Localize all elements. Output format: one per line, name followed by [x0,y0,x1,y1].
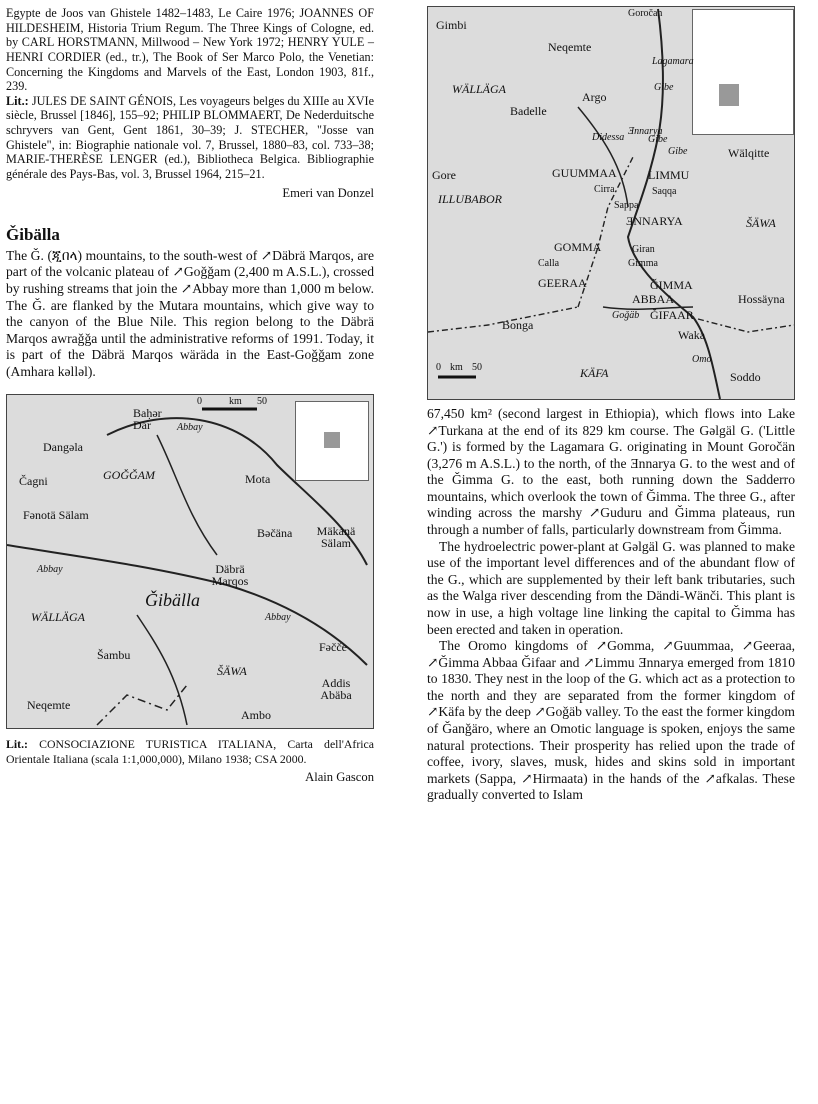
map1-label: Dangəla [43,440,83,455]
map2-label: Gimma [628,258,658,269]
map2-label: ILLUBABOR [438,192,502,206]
map-giballa [6,394,374,729]
gibe-paragraph-2: The hydroelectric power-plant at Gəlgäl G. was planned to make use of the important level differences and of the abundant flow of the G., which are supplemented by their left bank tributaries, such as the Walga river descending from the Dändi-Wänči. This plant is now in use, a high voltage line linking the capital to Ǧimma has been erected and taken in operation. [427,538,795,637]
map1-label: Šambu [97,648,131,663]
signature-2: Alain Gascon [305,770,374,785]
map2-label: Wälqitte [728,146,770,160]
map2-label: Gore [432,168,456,182]
map2-label: Soddo [730,370,761,384]
left-column [6,6,374,786]
map1-label: Baḥər Dar [133,406,162,433]
map2-label: Gibe [648,134,668,145]
map1-label: Abbay [177,422,203,434]
map1-label: Fənotä Sälam [23,508,89,523]
map1-label: Fəčče [319,640,347,655]
map2-label: Goročan [628,8,663,19]
map2-inset [692,9,794,135]
map2-label: 0 [436,362,441,373]
map1-label: Neqemte [27,698,71,713]
map2-label: Ǝnnarya [628,126,663,137]
map1-label: Däbrä Marqos [211,562,249,589]
map2-label: ǦIFAAR [650,308,694,322]
map2-label: ABBAA [632,292,675,306]
map2-label: ŠÄWA [746,216,776,230]
boundary-line [97,685,187,725]
map-gibe [427,6,795,400]
caption-text: CONSOCIAZIONE TURISTICA ITALIANA, Carta dell'Africa Orientale Italiana (scala 1:1,000,000), Milano 1938; CSA 2000. [6,737,374,766]
map2-label: Gimbi [436,18,467,32]
boundary-line [698,319,794,332]
signature-1: Emeri van Donzel [282,185,374,200]
entry-heading: Ǧibälla [6,225,60,245]
map2-label: KÄFA [580,366,609,380]
map2-label: Lagamara [652,56,694,67]
map2-label: Argo [582,90,607,104]
caption-lit-label: Lit.: [6,737,28,752]
map2-label: 50 [472,362,482,373]
map2-label: ǦIMMA [650,278,693,292]
map2-label: Badelle [510,104,547,118]
map2-label: GEERAA [538,276,587,290]
map1-label: Mota [245,472,271,487]
map2-label: LIMMU [648,168,690,182]
lit-label: Lit.: [6,93,29,108]
map1-label: 0 [197,396,202,408]
map1-label: Abbay [37,564,63,576]
map2-label: GOMMA [554,240,602,254]
map1-inset [295,401,369,481]
map1-label: WÄLLÄGA [31,610,85,625]
map1-label: Abbay [265,612,291,624]
top-references: Egypte de Joos van Ghistele 1482–1483, Le Caire 1976; JOANNES OF HILDESHEIM, Historia Trium Regum. The Three Kings of Cologne, ed. by CARL HORSTMANN, Millwood – New York 1972; HENRY YULE – HENRI CORDIER (ed., tr.), The Book of Ser Marco Polo, the Venetian: Concerning the Kingdoms and Marvels of the East, London 1903, 81f., 239. [6,6,374,94]
gibe-paragraph-3: The Oromo kingdoms of ↗Gomma, ↗Guummaa, ↗Geeraa, ↗Ǧimma Abbaa Ǧifaar and ↗Limmu Ǝnnarya emerged from 1810 to 1830. They nest in the loop of the G. which act as a protection to the north and they are separated from the former kingdom of ↗Käfa by the deep ↗Goǧäb valley. To the east the former kingdom of Ǧanǧäro, where an Omotic language is spoken, enjoys the same natural protections. Their prosperity has relied upon the trade of coffee, ivory, slaves, musk, hides and skins sold in important markets (Sappa, ↗Hirmaata) in the hands of the ↗afkalas. These gradually converted to Islam [427,638,795,803]
map2-label: Saqqa [652,186,677,197]
map2-label: Giran [632,244,655,255]
map2-label: Hossäyna [738,292,785,306]
map1-label: GOǦǦAM [103,468,155,483]
map2-label: km [450,362,463,373]
map1-label: Addis Abäba [320,676,352,703]
map1-label: km [229,396,242,408]
map2-label: Didessa [592,132,625,143]
map1-label: ŠÄWA [217,664,247,679]
right-column [427,6,795,804]
map2-label: Omo [692,354,712,365]
map1-label: Mäkanä Sälam [316,524,356,551]
map2-label: Goǧäb [612,310,640,321]
map2-label: Neqemte [548,40,592,54]
map2-label: Cirra [594,184,615,195]
map2-label: Calla [538,258,560,269]
map1-label: Bəčäna [257,526,293,541]
map2-label: Gibe [668,146,688,157]
lit-text: JULES DE SAINT GÉNOIS, Les voyageurs belges du XIIIe au XVIe siècle, Brussel [1846], 155–92; PHILIP BLOMMAERT, De Nederduitsche schryvers van Gent, Gent 1861, 30–39; J. STECHER, "Josse van Ghistele", in: Biographie nationale vol. 7, Brussel, 1880–83, col. 733–38; MARIE-THERÈSE LENGER (ed.), Bibliotheca Belgica. Bibliographie générale des Pays-Bas, vol. 3, Brussel 1964, 215–21. [6,93,375,182]
map1-label: 50 [257,396,267,408]
map2-label: Gibe [654,82,674,93]
map2-label: Waka [678,328,706,342]
entry-body: The Ǧ. (ጂበላ) mountains, to the south-west of ↗Däbrä Marqos, are part of the volcanic plateau of ↗Goǧǧam (2,400 m A.S.L.), crossed by rushing streams that join the ↗Abbay more than 1,000 m below. The Ǧ. are flanked by the Mutara mountains, which give way to the canyon of the Blue Nile. This region belong to the Däbrä Marqos awraǧǧa until the administrative reforms of 1991. Today, it is part of the Däbrä Marqos wäräda in the East-Goǧǧam zone (Amhara kəlləl). [6,247,374,379]
map1-label: Ambo [241,708,271,723]
map2-label: ƎNNARYA [626,214,683,228]
map1-label: Čagni [19,474,48,489]
map2-label: WÄLLÄGA [452,82,506,96]
map2-label: Sappa [614,200,639,211]
map2-label: GUUMMAA [552,166,617,180]
gibe-paragraph-1: 67,450 km² (second largest in Ethiopia), which flows into Lake ↗Turkana at the end of its 829 km course. The Gəlgäl G. ('Little G.') is formed by the Lagamara G. originating in Mount Goročän (3,276 m A.S.L.) to the north, of the Ǝnnarya G. to the west and of the Ǧimma G. to the east, both running down the Sadderro mountains, which overlook the town of Ǧimma. The three G., after winding across the marshy ↗Guduru and Ǧimma plateaus, run through a number of falls, particularly downstream from Ǧimma. [427,406,795,538]
map2-label: Bonga [502,318,534,332]
map1-label: Ǧibälla [145,590,201,611]
river-tributary [157,435,217,555]
